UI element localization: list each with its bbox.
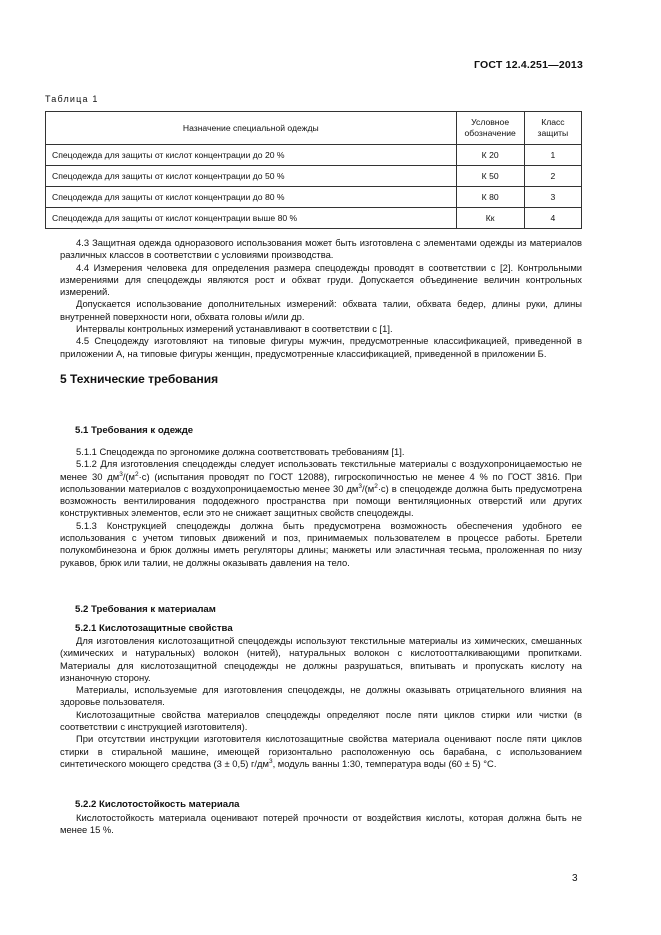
cell-class: 2: [524, 166, 581, 187]
protection-class-table: [45, 111, 582, 229]
paragraph: 5.1.3 Конструкцией спецодежды должна быть предусмотрена возможность обеспечения удобного ее использования с учетом типовых движений и поз, принимаемых пользователем в процессе работы. Бретели полукомбинезона и брюк должны иметь регуляторы длины; манжеты или эластичная тесьма, проложенная по низу рукавов, брюк или талии, не должны оказывать давления на тело.: [60, 519, 582, 568]
cell-code: К 50: [456, 166, 524, 187]
table-row: [46, 208, 582, 229]
col-header-class: Класс защиты: [524, 112, 581, 145]
cell-code: К 80: [456, 187, 524, 208]
cell-code: К 20: [456, 145, 524, 166]
col-header-code: Условное обозначение: [456, 112, 524, 145]
cell-class: 3: [524, 187, 581, 208]
paragraph: 4.4 Измерения человека для определения размера спецодежды проводят в соответствии с [2]. Контрольными измерениями для спецодежды являются рост и обхват груди. Допускается объединение величин контрольных измерений.: [60, 261, 582, 298]
paragraph: Интервалы контрольных измерений устанавливают в соответствии с [1].: [76, 323, 393, 335]
paragraph: Кислотозащитные свойства материалов спецодежды определяют после пяти циклов стирки или чистки (в соответствии с инструкцией изготовителя).: [60, 708, 582, 733]
cell-class: 4: [524, 208, 581, 229]
table-row: [46, 166, 582, 187]
document-id-header: ГОСТ 12.4.251—2013: [474, 59, 583, 71]
paragraph: При отсутствии инструкции изготовителя кислотозащитные свойства материала оценивают после пяти циклов стирки в стиральной машине, имеющей горизонтально расположенную ось барабана, с использованием синтетического моющего средства (3 ± 0,5) $г/дм^3$, модуль ванны 1:30, температура воды (60 ± 5) °С.: [60, 733, 582, 769]
cell-purpose: Спецодежда для защиты от кислот концентрации до 20 %: [46, 145, 457, 166]
section-5-heading: 5 Технические требования: [60, 372, 219, 386]
cell-purpose: Спецодежда для защиты от кислот концентрации до 80 %: [46, 187, 457, 208]
cell-code: Кк: [456, 208, 524, 229]
page-number: 3: [572, 873, 578, 884]
table-header-row: [46, 112, 582, 145]
subsection-5-1-heading: 5.1 Требования к одежде: [75, 425, 194, 436]
col-header-purpose: Назначение специальной одежды: [46, 112, 457, 145]
clauses-4-3-to-4-5: [60, 237, 582, 360]
cell-class: 1: [524, 145, 581, 166]
paragraph: 5.1.2 Для изготовления спецодежды следует использовать текстильные материалы с воздухопроницаемостью не менее 30 $дм^3/(м^2\cdot с)$ (испытания проводят по ГОСТ 12088), гигроскопичностью не менее 4 % по ГОСТ 3816. При использовании материалов с воздухопроницаемостью менее 30 $дм^3/(м^2\cdot с)$ в спецодежде должна быть предусмотрена возможность вентилирования пододежного пространства при помощи вентиляционных отверстий или других конструктивных элементов, если это не снижает защитных свойств спецодежды.: [60, 458, 583, 519]
paragraph: 5.1.1 Спецодежда по эргономике должна соответствовать требованиям [1].: [76, 446, 405, 457]
paragraph: 4.5 Спецодежду изготовляют на типовые фигуры мужчин, предусмотренные классификацией, приведенной в приложении А, на типовые фигуры женщин, предусмотренные классификацией, приведенной в приложении Б.: [60, 335, 582, 359]
paragraph: 4.3 Защитная одежда одноразового использования может быть изготовлена с элементами одежды из материалов различных классов в соответствии с условиями производства.: [60, 237, 582, 261]
clause-5-2-2-body: [60, 812, 582, 837]
table-caption: Таблица 1: [45, 94, 99, 104]
table-row: [46, 145, 582, 166]
clauses-5-1: [60, 446, 582, 569]
cell-purpose: Спецодежда для защиты от кислот концентрации выше 80 %: [46, 208, 457, 229]
table-row: [46, 187, 582, 208]
cell-purpose: Спецодежда для защиты от кислот концентрации до 50 %: [46, 166, 457, 187]
paragraph: Допускается использование дополнительных измерений: обхвата талии, обхвата бедер, длины руки, длины внутренней поверхности ноги, обхвата головы и/или др.: [60, 298, 582, 322]
subsection-5-2-heading: 5.2 Требования к материалам: [75, 604, 216, 615]
subsection-5-2-2-heading: 5.2.2 Кислотостойкость материала: [75, 799, 240, 810]
paragraph: Материалы, используемые для изготовления спецодежды, не должны оказывать отрицательного влияния на здоровье пользователя.: [60, 684, 582, 708]
paragraph: Кислотостойкость материала оценивают потерей прочности от воздействия кислоты, которая должна быть не менее 15 %.: [60, 812, 582, 836]
subsection-5-2-1-heading: 5.2.1 Кислотозащитные свойства: [75, 623, 233, 634]
clause-5-2-1-body: [60, 635, 582, 770]
paragraph: Для изготовления кислотозащитной спецодежды используют текстильные материалы из химических, смешанных (химических и натуральных) волокон (нитей), натуральных волокон с кислотоотталкивающими пропитками. Материалы для кислотозащитной спецодежды не должны разрушаться, впитывать и пропускать кислоту на изнаночную сторону.: [60, 635, 582, 683]
